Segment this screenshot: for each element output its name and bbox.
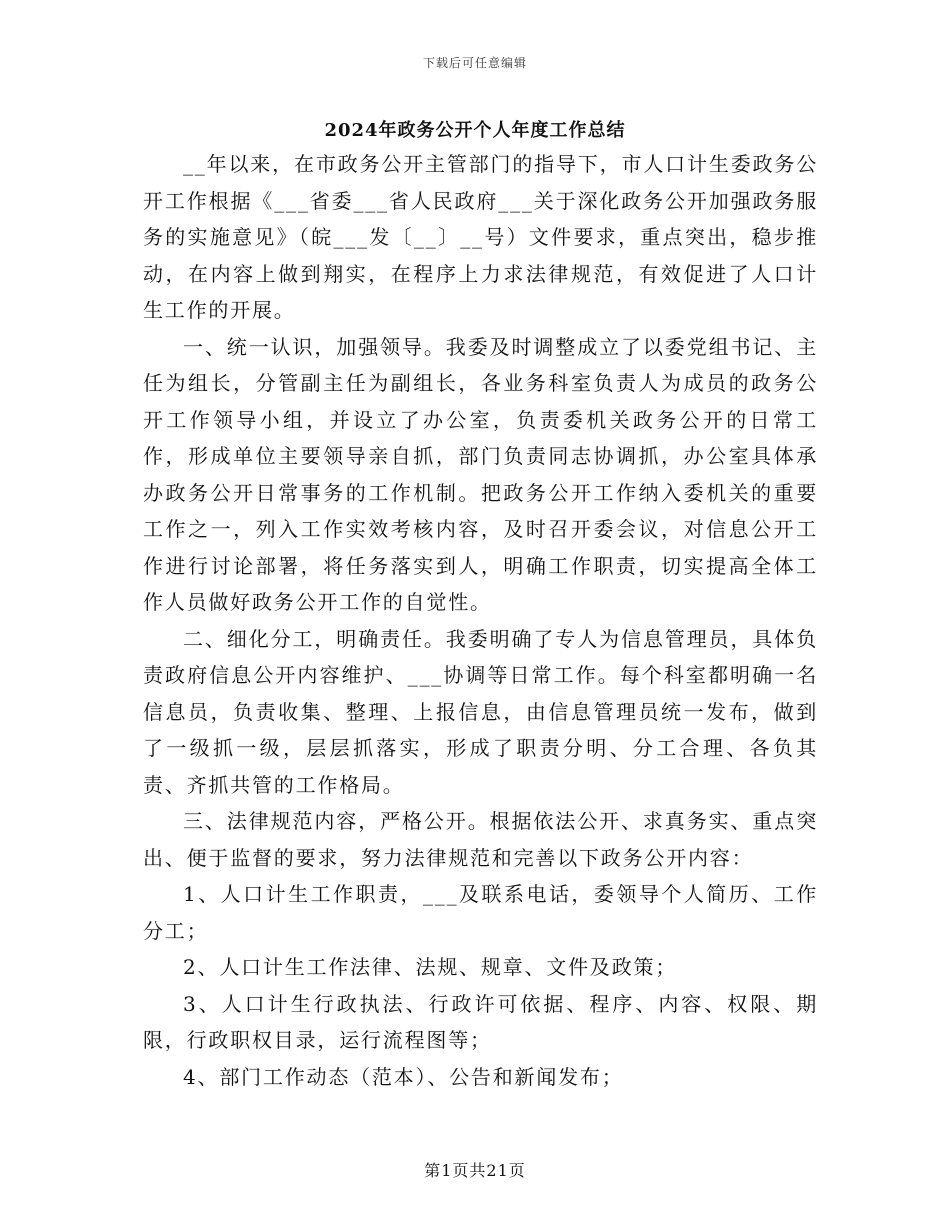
- document-title: 2024年政务公开个人年度工作总结: [324, 120, 626, 141]
- document-body: [143, 146, 818, 1095]
- list-item-3: 3、人口计生行政执法、行政许可依据、程序、内容、权限、期限，行政职权目录，运行流程图等；: [143, 991, 818, 1052]
- list-item-2: 2、人口计生工作法律、法规、规章、文件及政策；: [183, 955, 678, 979]
- paragraph-section-1: 一、统一认识，加强领导。我委及时调整成立了以委党组书记、主任为组长，分管副主任为副组长，各业务科室负责人为成员的政务公开工作领导小组，并设立了办公室，负责委机关政务公开的日常工作，形成单位主要领导亲自抓，部门负责同志协调抓，办公室具体承办政务公开日常事务的工作机制。把政务公开工作纳入委机关的重要工作之一，列入工作实效考核内容，及时召开委会议，对信息公开工作进行讨论部署，将任务落实到人，明确工作职责，切实提高全体工作人员做好政务公开工作的自觉性。: [143, 334, 818, 614]
- list-item-4: 4、部门工作动态（范本）、公告和新闻发布；: [183, 1064, 624, 1089]
- paragraph-section-3: 三、法律规范内容，严格公开。根据依法公开、求真务实、重点突出、便于监督的要求，努力法律规范和完善以下政务公开内容：: [143, 809, 818, 870]
- list-item-1: 1、人口计生工作职责，___及联系电话，委领导个人简历、工作分工；: [143, 882, 818, 943]
- header-note: 下载后可任意编辑: [422, 56, 527, 70]
- page-number: 第1页共21页: [424, 1161, 526, 1180]
- paragraph-intro: __年以来，在市政务公开主管部门的指导下，市人口计生委政务公开工作根据《___省委___省人民政府___关于深化政务公开加强政务服务的实施意见》（皖___发〔__〕__号）文件要求，重点突出，稳步推动，在内容上做到翔实，在程序上力求法律规范，有效促进了人口计生工作的开展。: [143, 152, 818, 322]
- paragraph-section-2: 二、细化分工，明确责任。我委明确了专人为信息管理员，具体负责政府信息公开内容维护、___协调等日常工作。每个科室都明确一名信息员，负责收集、整理、上报信息，由信息管理员统一发布，做到了一级抓一级，层层抓落实，形成了职责分明、分工合理、各负其责、齐抓共管的工作格局。: [143, 626, 818, 797]
